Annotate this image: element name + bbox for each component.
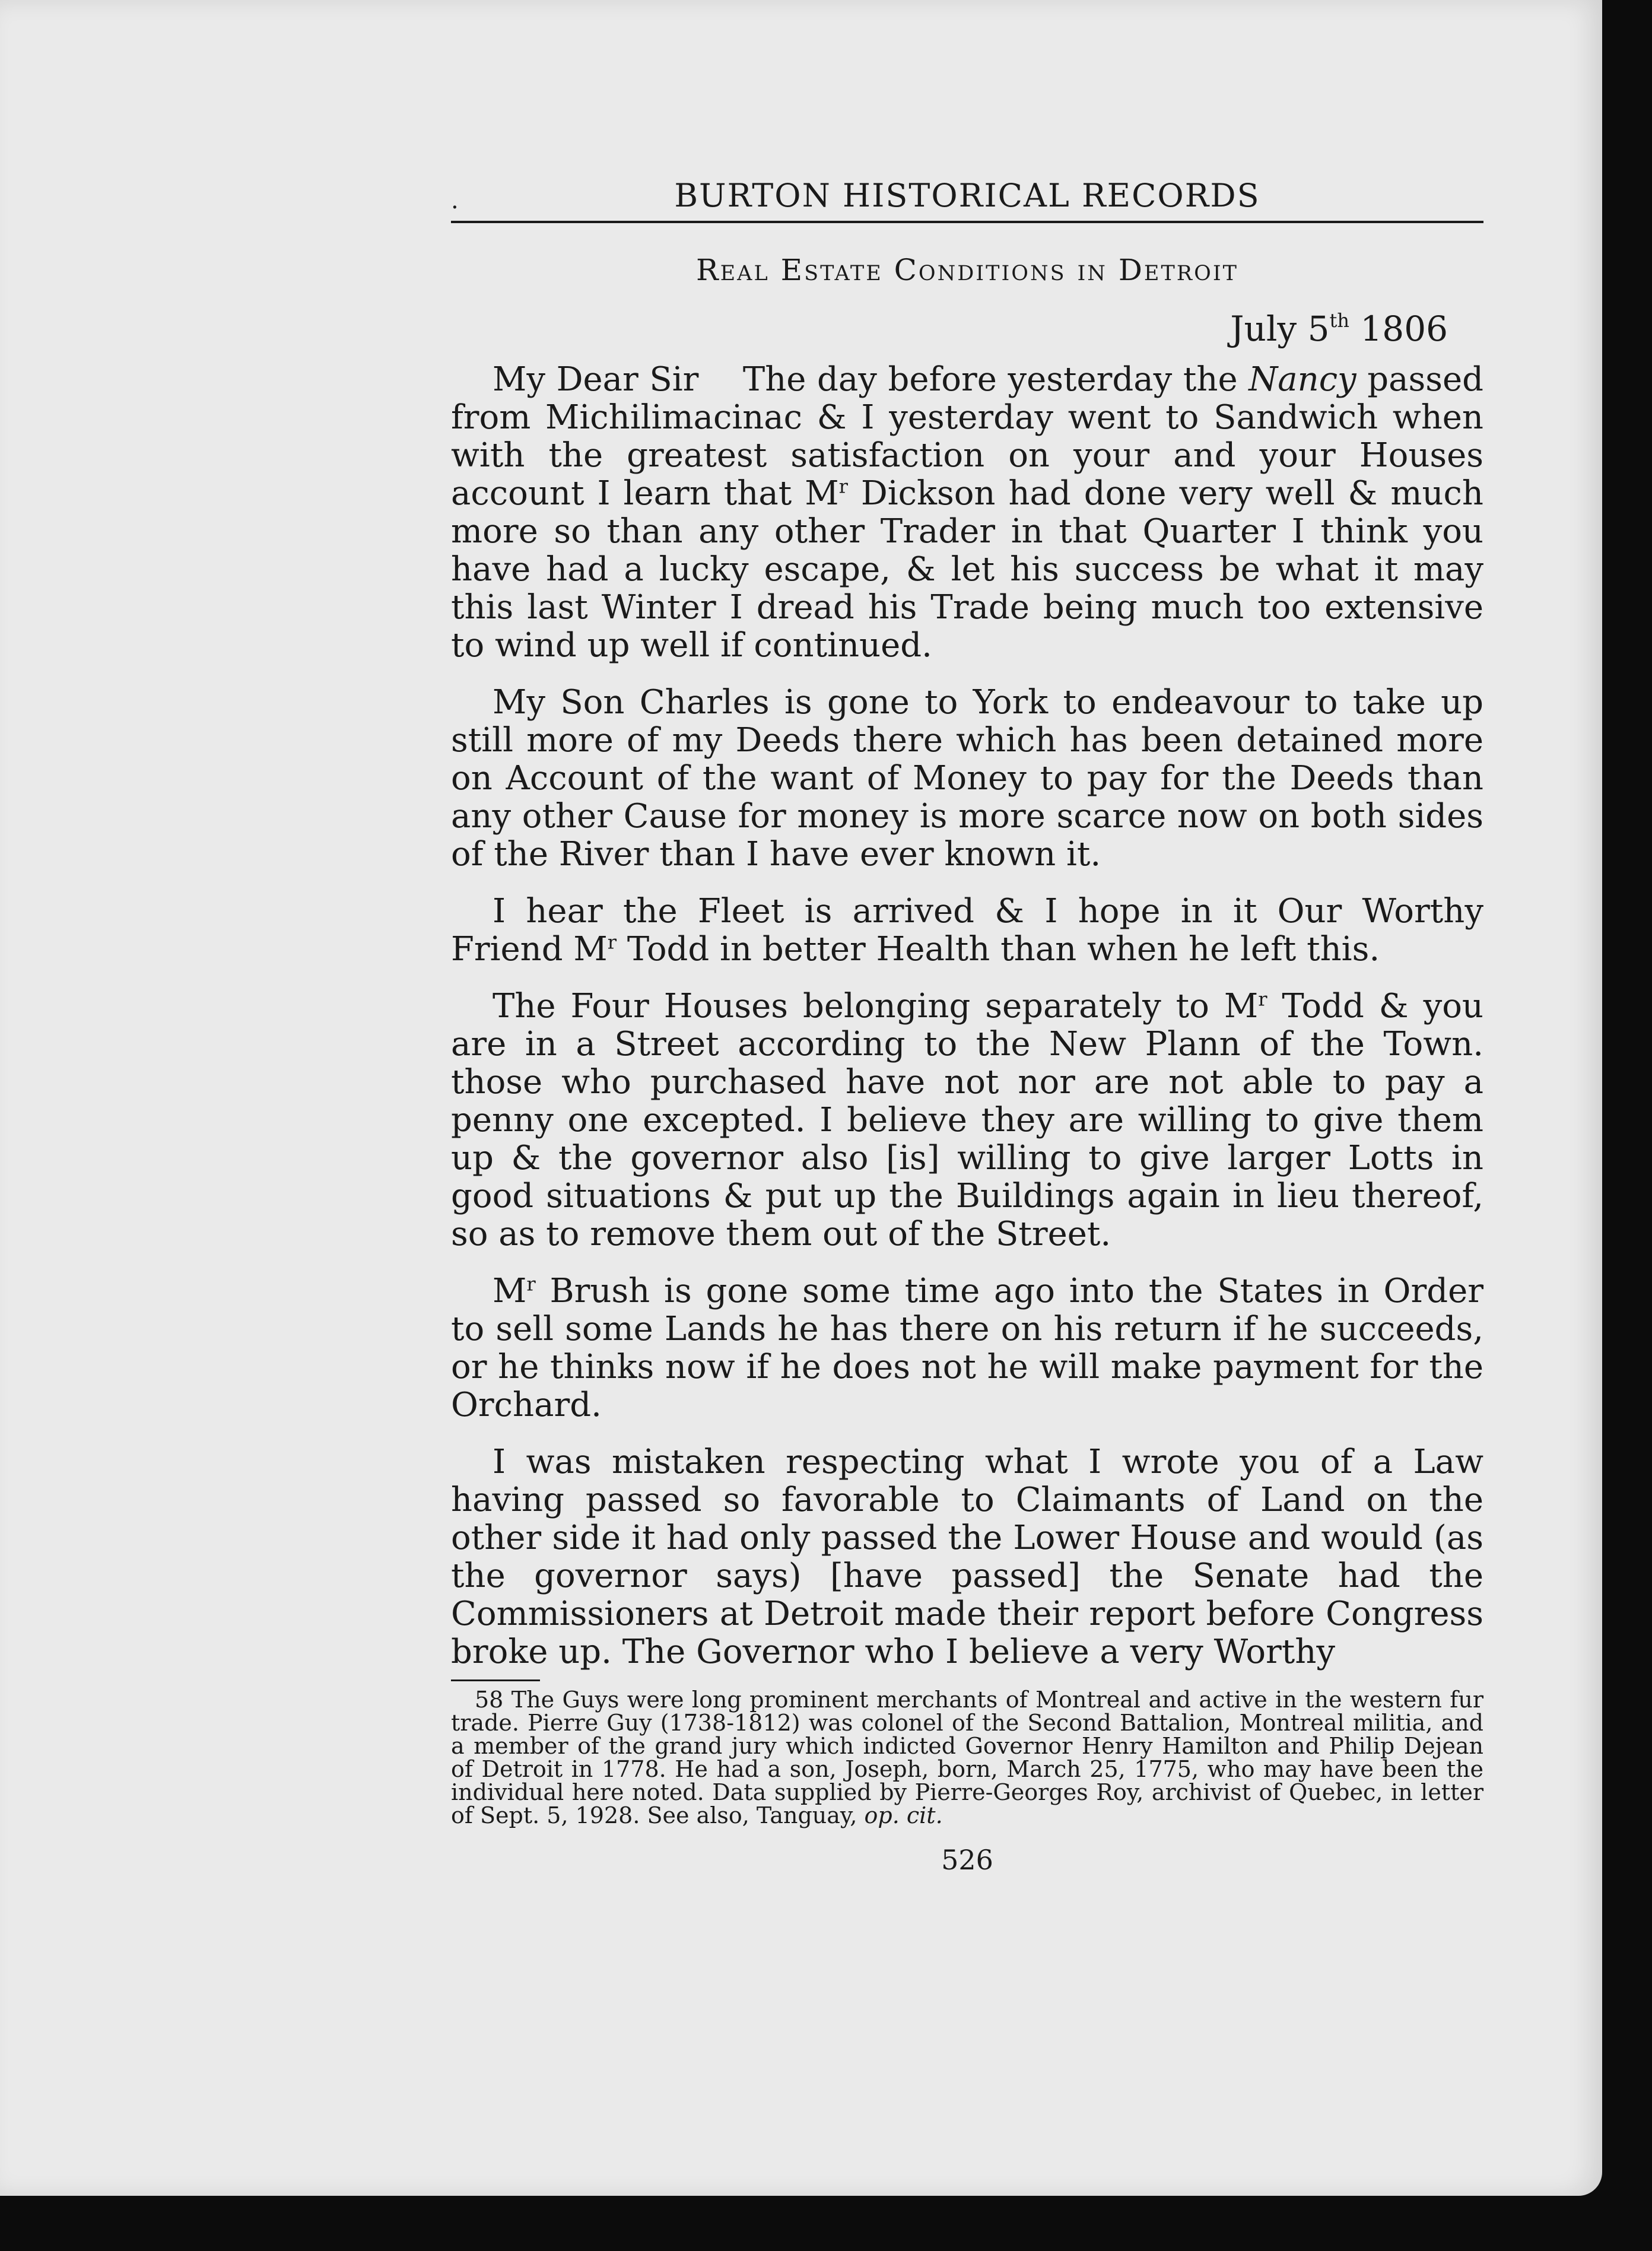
paragraph-3-text-b: Todd in better Health than when he left this. <box>617 930 1380 969</box>
paragraph-4-text-a: The Four Houses belonging separately to M <box>493 987 1259 1026</box>
paragraph-4-text-b: Todd & you are in a Street according to the New Plann of the Town. those who purchased have not nor are not able to pay a penny one excepted. I believe they are willing to give them up & the governor also [is] willing to give larger Lotts in good situations & put up the Buildings again in lieu thereof, so as to remove them out of the Street. <box>451 987 1483 1253</box>
paragraph-4-sup: r <box>1258 988 1267 1011</box>
paragraph-1-text-a: passed from Michilimacinac & I yesterday went to Sandwich when with the greatest satisfaction on your and your Houses account I learn that M <box>451 360 1483 513</box>
article-title: Real Estate Conditions in Detroit <box>695 253 1239 287</box>
paragraph-2: My Son Charles is gone to York to endeavour to take up still more of my Deeds there which has been detained more on Account of the want of Money to pay for the Deeds than any other Cause for money is more scarce now on both sides of the River than I have ever known it. <box>451 683 1483 874</box>
salutation: My Dear Sir <box>493 360 699 399</box>
margin-dot: . <box>451 187 460 214</box>
paragraph-5-sup: r <box>526 1272 536 1296</box>
paragraph-5 <box>451 1272 1483 1424</box>
page-number: 526 <box>941 1844 993 1876</box>
paragraph-1-text-b: Dickson had done very well & much more so than any other Trader in that Quarter I think you have had a lucky escape, & let his success be what it may this last Winter I dread his Trade being much too extensive to wind up well if continued. <box>451 474 1483 665</box>
running-head-text: BURTON HISTORICAL RECORDS <box>674 177 1260 214</box>
ship-name: Nancy <box>1248 360 1356 399</box>
footnote-number: 58 <box>475 1687 504 1713</box>
footnote-rule <box>451 1679 540 1681</box>
paragraph-1-intro: The day before yesterday the <box>742 360 1249 399</box>
letter-date <box>451 309 1483 349</box>
paragraph-1 <box>451 361 1483 665</box>
date-text: July 5 <box>1230 309 1330 349</box>
paragraph-5-text-b: Brush is gone some time ago into the States in Order to sell some Lands he has there on his return if he succeeds, or he thinks now if he does not he will make payment for the Orchard. <box>451 1272 1483 1424</box>
paragraph-3-sup: r <box>607 931 617 954</box>
paragraph-4 <box>451 988 1483 1253</box>
paragraph-1-sup: r <box>838 475 848 498</box>
date-year: 1806 <box>1360 309 1448 349</box>
text-block <box>451 178 1483 1876</box>
letter-body <box>451 361 1483 1671</box>
running-head <box>451 178 1483 223</box>
footnote-text: The Guys were long prominent merchants of Montreal and active in the western fur trade. Pierre Guy (1738-1812) was colonel of the Second Battalion, Montreal militia, and a member of the grand jury which indicted Governor Henry Hamilton and Philip Dejean of Detroit in 1778. He had a son, Joseph, born, March 25, 1775, who may have been the individual here noted. Data supplied by Pierre-Georges Roy, archivist of Quebec, in letter of Sept. 5, 1928. See also, Tanguay, <box>451 1687 1483 1828</box>
date-suffix: th <box>1329 309 1349 332</box>
footnote <box>451 1688 1483 1827</box>
footnote-citation: op. cit. <box>864 1802 943 1828</box>
paragraph-5-text-a: M <box>493 1272 527 1310</box>
paragraph-3-text-a: I hear the Fleet is arrived & I hope in it Our Worthy Friend M <box>451 892 1483 969</box>
paragraph-3 <box>451 893 1483 969</box>
paragraph-6: I was mistaken respecting what I wrote you of a Law having passed so favorable to Claimants of Land on the other side it had only passed the Lower House and would (as the governor says) [have passed] the Senate had the Commissioners at Detroit made their report before Congress broke up. The Governor who I believe a very Worthy <box>451 1443 1483 1671</box>
